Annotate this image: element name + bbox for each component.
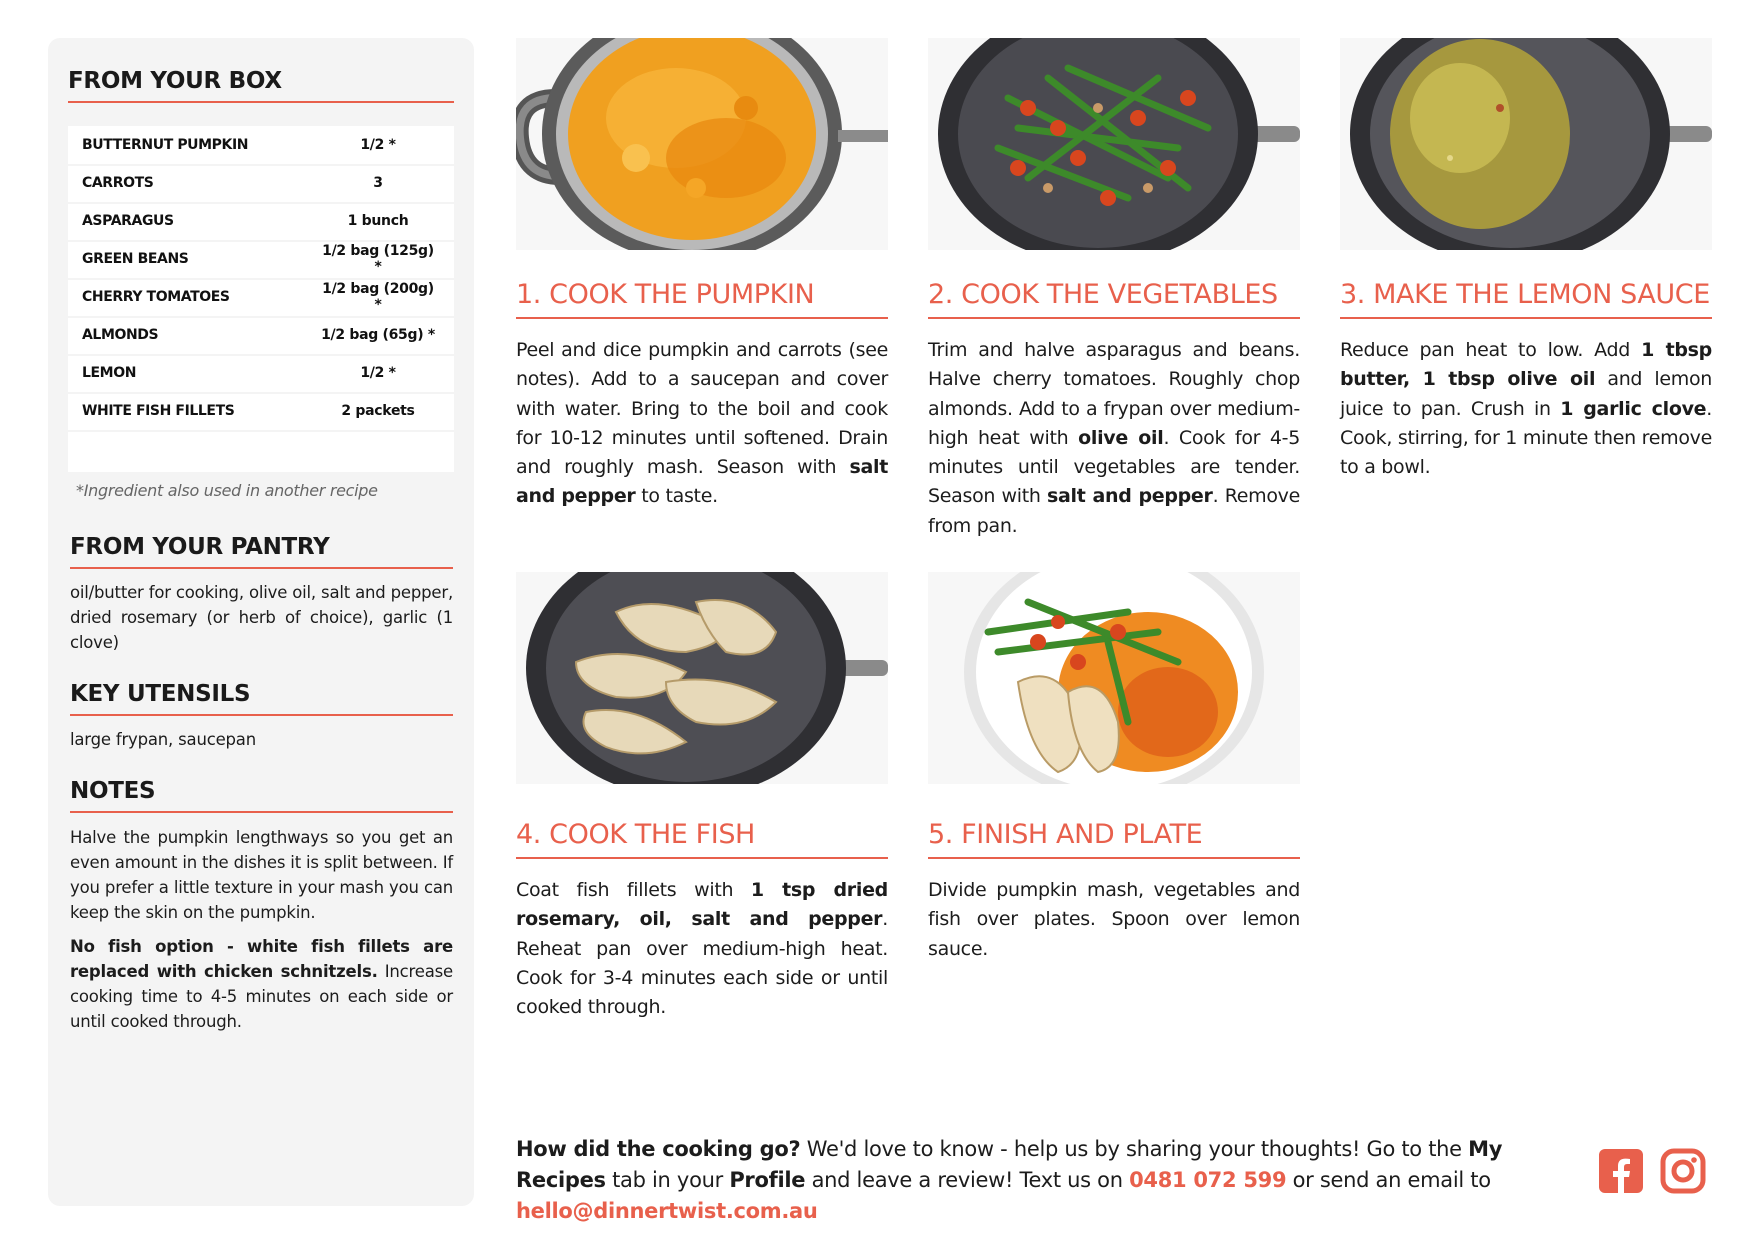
step-3-photo	[1340, 38, 1712, 250]
ingredient-name: ALMONDS	[82, 327, 159, 343]
from-your-box-heading: FROM YOUR BOX	[68, 68, 454, 103]
pantry-text: oil/butter for cooking, olive oil, salt and pepper, dried rosemary (or herb of choice), garlic (1 clove)	[70, 583, 453, 652]
ingredient-name: CHERRY TOMATOES	[82, 289, 230, 305]
ingredient-name: LEMON	[82, 365, 137, 381]
step-1-photo	[516, 38, 888, 250]
ingredient-qty: 1/2 *	[360, 365, 396, 381]
ingredient-qty: 1/2 bag (125g) *	[322, 243, 434, 275]
pantry-heading: FROM YOUR PANTRY	[70, 534, 453, 569]
email-link[interactable]: hello@dinnertwist.com.au	[516, 1199, 818, 1223]
step-text: . Remove from pan.	[928, 485, 1300, 537]
step-2-photo	[928, 38, 1300, 250]
notes-paragraph-no-fish	[70, 934, 453, 1034]
step-2-title: 2. COOK THE VEGETABLES	[928, 278, 1300, 319]
ingredient-row	[68, 126, 454, 166]
ingredients-table	[68, 126, 454, 472]
step-bold: olive oil	[1078, 426, 1164, 449]
instagram-icon[interactable]	[1660, 1148, 1706, 1194]
step-5-body	[928, 876, 1300, 964]
ingredient-name: CARROTS	[82, 175, 154, 191]
notes-paragraph: Halve the pumpkin lengthways so you get an even amount in the dishes it is split between. If you prefer a little texture in your mash you can keep the skin on the pumpkin.	[70, 828, 453, 922]
step-text: Divide pumpkin mash, vegetables and fish over plates. Spoon over lemon sauce.	[928, 879, 1300, 960]
notes-rest: Increase cooking time to 4-5 minutes on each side or until cooked through.	[70, 962, 453, 1031]
step-5-title: 5. FINISH AND PLATE	[928, 818, 1300, 859]
footer-text: tab in your	[605, 1168, 730, 1192]
step-text: . Cook, stirring, for 1 minute then remove to a bowl.	[1340, 397, 1712, 479]
ingredient-name: ASPARAGUS	[82, 213, 174, 229]
ingredient-name: WHITE FISH FILLETS	[82, 403, 235, 419]
step-3-body	[1340, 336, 1712, 482]
notes-bold: No fish option - white fish fillets are replaced with chicken schnitzels.	[70, 937, 453, 981]
step-text: . Reheat pan over medium-high heat. Cook for 3-4 minutes each side or until cooked through.	[516, 908, 888, 1019]
step-text: to taste.	[635, 485, 718, 508]
ingredient-row	[68, 354, 454, 394]
ingredient-qty: 1/2 *	[360, 137, 396, 153]
ingredient-footnote: *Ingredient also used in another recipe	[76, 481, 378, 500]
ingredient-qty: 2 packets	[341, 403, 415, 419]
utensils-heading: KEY UTENSILS	[70, 681, 453, 716]
facebook-icon[interactable]	[1598, 1148, 1644, 1194]
ingredient-name: BUTTERNUT PUMPKIN	[82, 137, 249, 153]
step-5-photo	[928, 572, 1300, 784]
step-text: and lemon juice to pan. Crush in	[1340, 368, 1713, 420]
feedback-footer	[516, 1134, 1576, 1227]
notes-heading: NOTES	[70, 778, 453, 813]
step-4-photo	[516, 572, 888, 784]
ingredient-row	[68, 316, 454, 356]
ingredients-sidebar	[48, 38, 474, 1206]
step-text: Coat fish fillets with	[516, 879, 751, 901]
step-bold: 1 garlic clove	[1560, 397, 1707, 420]
step-1-body	[516, 336, 888, 512]
step-text: Peel and dice pumpkin and carrots (see notes). Add to a saucepan and cover with water. Bring to the boil and cook for 10-12 minutes until softened. Drain and roughly mash. Season with	[516, 339, 888, 479]
my-recipes-label: My Recipes	[516, 1137, 1503, 1192]
ingredient-row	[68, 240, 454, 280]
phone-link[interactable]: 0481 072 599	[1129, 1168, 1287, 1192]
footer-text: or send an email to	[1286, 1168, 1491, 1192]
ingredient-row	[68, 392, 454, 432]
step-3-title: 3. MAKE THE LEMON SAUCE	[1340, 278, 1712, 319]
step-4-body	[516, 876, 888, 1022]
step-text: Reduce pan heat to low. Add	[1340, 339, 1642, 361]
ingredient-qty: 1 bunch	[347, 213, 409, 229]
utensils-text: large frypan, saucepan	[70, 730, 256, 749]
feedback-question: How did the cooking go?	[516, 1137, 801, 1161]
footer-text: and leave a review! Text us on	[805, 1168, 1130, 1192]
ingredient-row	[68, 202, 454, 242]
step-bold: salt and pepper	[1047, 485, 1213, 508]
ingredient-row	[68, 164, 454, 204]
step-bold: 1 tbsp butter, 1 tbsp olive oil	[1340, 339, 1712, 391]
step-bold: salt and pepper	[516, 456, 888, 508]
step-text: . Cook for 4-5 minutes until vegetables are tender. Season with	[928, 426, 1300, 508]
ingredient-row	[68, 278, 454, 318]
step-2-body	[928, 336, 1300, 541]
ingredient-name: GREEN BEANS	[82, 251, 189, 267]
step-4-title: 4. COOK THE FISH	[516, 818, 888, 859]
profile-label: Profile	[729, 1168, 806, 1192]
ingredient-qty: 1/2 bag (65g) *	[321, 327, 435, 343]
step-1-title: 1. COOK THE PUMPKIN	[516, 278, 888, 319]
step-text: Trim and halve asparagus and beans. Halve cherry tomatoes. Roughly chop almonds. Add to a frypan over medium-high heat with	[928, 339, 1300, 449]
ingredient-qty: 3	[373, 175, 383, 191]
step-bold: 1 tsp dried rosemary, oil, salt and pepper	[516, 879, 888, 931]
footer-text: We'd love to know - help us by sharing your thoughts! Go to the	[800, 1137, 1469, 1161]
ingredient-qty: 1/2 bag (200g) *	[322, 281, 434, 313]
